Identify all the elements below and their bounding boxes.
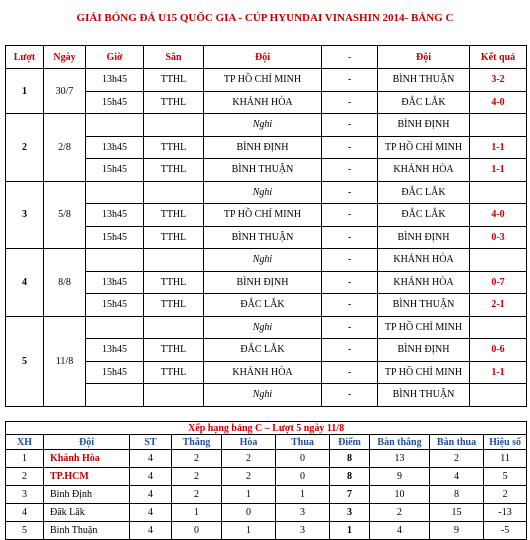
away-team: ĐẮC LẮK (378, 181, 470, 204)
standings-team: TP.HCM (44, 468, 130, 486)
match-result (470, 249, 527, 272)
match-date: 5/8 (44, 181, 86, 249)
header-home-team: Đội (204, 46, 322, 69)
bye-label: Nghỉ (204, 114, 322, 137)
match-venue: TTHL (144, 271, 204, 294)
standings-drawn: 1 (222, 522, 276, 540)
standings-rank: 3 (6, 486, 44, 504)
schedule-body (6, 69, 527, 407)
standings-points: 1 (330, 522, 370, 540)
home-team: BÌNH ĐỊNH (204, 136, 322, 159)
standings-won: 0 (172, 522, 222, 540)
match-venue: TTHL (144, 91, 204, 114)
schedule-table (5, 45, 527, 407)
standings-lost: 0 (276, 468, 330, 486)
home-team: BÌNH THUẬN (204, 226, 322, 249)
match-separator: - (322, 384, 378, 407)
match-time (86, 114, 144, 137)
standings-row (6, 450, 527, 468)
standings-goal-difference: 2 (484, 486, 527, 504)
standings-played: 4 (130, 486, 172, 504)
match-venue (144, 114, 204, 137)
standings-goal-difference: -13 (484, 504, 527, 522)
away-team: TP HỒ CHÍ MINH (378, 361, 470, 384)
away-team: BÌNH THUẬN (378, 69, 470, 92)
standings-team: Đăk Lăk (44, 504, 130, 522)
away-team: TP HỒ CHÍ MINH (378, 136, 470, 159)
standings-rank: 4 (6, 504, 44, 522)
match-time: 13h45 (86, 69, 144, 92)
away-team: BÌNH ĐỊNH (378, 114, 470, 137)
header-result: Kết quả (470, 46, 527, 69)
match-venue: TTHL (144, 204, 204, 227)
header-venue: Sân (144, 46, 204, 69)
header-date: Ngày (44, 46, 86, 69)
header-goals-against: Bàn thua (430, 435, 484, 450)
match-time (86, 316, 144, 339)
match-venue (144, 249, 204, 272)
away-team: BÌNH THUẬN (378, 384, 470, 407)
home-team: ĐẮC LẮK (204, 294, 322, 317)
match-venue (144, 181, 204, 204)
home-team: TP HỒ CHÍ MINH (204, 204, 322, 227)
match-time: 15h45 (86, 226, 144, 249)
home-team: KHÁNH HÒA (204, 91, 322, 114)
match-result: 1-1 (470, 159, 527, 182)
away-team: BÌNH ĐỊNH (378, 226, 470, 249)
bye-label: Nghỉ (204, 384, 322, 407)
standings-goals-against: 9 (430, 522, 484, 540)
away-team: KHÁNH HÒA (378, 249, 470, 272)
standings-goal-difference: -5 (484, 522, 527, 540)
match-venue (144, 316, 204, 339)
bye-label: Nghỉ (204, 316, 322, 339)
match-date: 30/7 (44, 69, 86, 114)
match-result: 1-1 (470, 136, 527, 159)
away-team: ĐẮC LẮK (378, 91, 470, 114)
match-result: 0-3 (470, 226, 527, 249)
match-date: 8/8 (44, 249, 86, 317)
match-venue: TTHL (144, 136, 204, 159)
match-result: 4-0 (470, 204, 527, 227)
round-number: 3 (6, 181, 44, 249)
header-played: ST (130, 435, 172, 450)
match-result (470, 181, 527, 204)
standings-caption-row (6, 422, 527, 435)
match-time: 13h45 (86, 204, 144, 227)
match-separator: - (322, 181, 378, 204)
match-result: 3-2 (470, 69, 527, 92)
match-time: 15h45 (86, 361, 144, 384)
match-result: 2-1 (470, 294, 527, 317)
bye-label: Nghỉ (204, 249, 322, 272)
standings-drawn: 2 (222, 468, 276, 486)
header-team: Đội (44, 435, 130, 450)
standings-points: 3 (330, 504, 370, 522)
standings-won: 2 (172, 450, 222, 468)
standings-drawn: 1 (222, 486, 276, 504)
home-team: BÌNH THUẬN (204, 159, 322, 182)
standings-drawn: 2 (222, 450, 276, 468)
match-row (6, 69, 527, 92)
standings-goal-difference: 11 (484, 450, 527, 468)
standings-header-row (6, 435, 527, 450)
away-team: BÌNH THUẬN (378, 294, 470, 317)
away-team: KHÁNH HÒA (378, 159, 470, 182)
standings-played: 4 (130, 522, 172, 540)
standings-row (6, 486, 527, 504)
standings-row (6, 504, 527, 522)
round-number: 2 (6, 114, 44, 182)
away-team: TP HỒ CHÍ MINH (378, 316, 470, 339)
page-title: GIẢI BÓNG ĐÁ U15 QUỐC GIA - CÚP HYUNDAI VINASHIN 2014- BẢNG C (76, 12, 454, 24)
match-time: 15h45 (86, 294, 144, 317)
away-team: BÌNH ĐỊNH (378, 339, 470, 362)
match-result: 0-7 (470, 271, 527, 294)
match-time (86, 181, 144, 204)
match-venue (144, 384, 204, 407)
standings-lost: 3 (276, 522, 330, 540)
match-time: 15h45 (86, 159, 144, 182)
home-team: ĐẮC LẮK (204, 339, 322, 362)
home-team: BÌNH ĐỊNH (204, 271, 322, 294)
home-team: TP HỒ CHÍ MINH (204, 69, 322, 92)
match-result: 4-0 (470, 91, 527, 114)
match-venue: TTHL (144, 69, 204, 92)
match-venue: TTHL (144, 226, 204, 249)
standings-lost: 0 (276, 450, 330, 468)
match-separator: - (322, 91, 378, 114)
header-goals-for: Bàn thắng (370, 435, 430, 450)
round-number: 1 (6, 69, 44, 114)
standings-goal-difference: 5 (484, 468, 527, 486)
standings-caption: Xếp hạng bảng C – Lượt 5 ngày 11/8 (6, 422, 527, 435)
standings-points: 8 (330, 450, 370, 468)
match-separator: - (322, 361, 378, 384)
standings-rank: 2 (6, 468, 44, 486)
header-lost: Thua (276, 435, 330, 450)
standings-rank: 5 (6, 522, 44, 540)
schedule-header-row (6, 46, 527, 69)
standings-drawn: 0 (222, 504, 276, 522)
away-team: ĐẮC LẮK (378, 204, 470, 227)
standings-played: 4 (130, 504, 172, 522)
standings-goals-against: 2 (430, 450, 484, 468)
standings-lost: 3 (276, 504, 330, 522)
standings-goals-for: 13 (370, 450, 430, 468)
match-venue: TTHL (144, 159, 204, 182)
standings-goals-for: 10 (370, 486, 430, 504)
match-separator: - (322, 159, 378, 182)
standings-team: Bình Định (44, 486, 130, 504)
bye-row (6, 181, 527, 204)
match-separator: - (322, 226, 378, 249)
standings-won: 2 (172, 468, 222, 486)
standings-goals-against: 4 (430, 468, 484, 486)
match-result (470, 316, 527, 339)
match-time: 15h45 (86, 91, 144, 114)
header-won: Thắng (172, 435, 222, 450)
match-result (470, 114, 527, 137)
standings-won: 1 (172, 504, 222, 522)
header-goal-difference: Hiệu số (484, 435, 527, 450)
standings-lost: 1 (276, 486, 330, 504)
standings-points: 7 (330, 486, 370, 504)
match-separator: - (322, 136, 378, 159)
match-result (470, 384, 527, 407)
match-separator: - (322, 249, 378, 272)
match-time (86, 249, 144, 272)
bye-row (6, 114, 527, 137)
standings-goals-against: 8 (430, 486, 484, 504)
match-venue: TTHL (144, 294, 204, 317)
standings-goals-for: 4 (370, 522, 430, 540)
standings-goals-for: 9 (370, 468, 430, 486)
match-time (86, 384, 144, 407)
match-separator: - (322, 294, 378, 317)
match-separator: - (322, 69, 378, 92)
standings-goals-against: 15 (430, 504, 484, 522)
header-separator: - (322, 46, 378, 69)
standings-won: 2 (172, 486, 222, 504)
standings-played: 4 (130, 468, 172, 486)
standings-team: Bình Thuận (44, 522, 130, 540)
standings-row (6, 522, 527, 540)
bye-label: Nghỉ (204, 181, 322, 204)
header-rank: XH (6, 435, 44, 450)
away-team: KHÁNH HÒA (378, 271, 470, 294)
match-venue: TTHL (144, 361, 204, 384)
standings-points: 8 (330, 468, 370, 486)
match-time: 13h45 (86, 136, 144, 159)
standings-body (6, 450, 527, 540)
header-round: Lượt (6, 46, 44, 69)
match-separator: - (322, 114, 378, 137)
round-number: 5 (6, 316, 44, 406)
standings-table (5, 421, 527, 540)
match-date: 2/8 (44, 114, 86, 182)
standings-rank: 1 (6, 450, 44, 468)
header-drawn: Hòa (222, 435, 276, 450)
match-separator: - (322, 271, 378, 294)
standings-goals-for: 2 (370, 504, 430, 522)
home-team: KHÁNH HÒA (204, 361, 322, 384)
match-separator: - (322, 316, 378, 339)
header-time: Giờ (86, 46, 144, 69)
match-date: 11/8 (44, 316, 86, 406)
standings-team: Khánh Hòa (44, 450, 130, 468)
match-venue: TTHL (144, 339, 204, 362)
match-separator: - (322, 204, 378, 227)
bye-row (6, 249, 527, 272)
match-time: 13h45 (86, 339, 144, 362)
header-away-team: Đội (378, 46, 470, 69)
bye-row (6, 316, 527, 339)
match-separator: - (322, 339, 378, 362)
standings-played: 4 (130, 450, 172, 468)
match-result: 0-6 (470, 339, 527, 362)
standings-row (6, 468, 527, 486)
match-time: 13h45 (86, 271, 144, 294)
header-points: Điểm (330, 435, 370, 450)
round-number: 4 (6, 249, 44, 317)
match-result: 1-1 (470, 361, 527, 384)
